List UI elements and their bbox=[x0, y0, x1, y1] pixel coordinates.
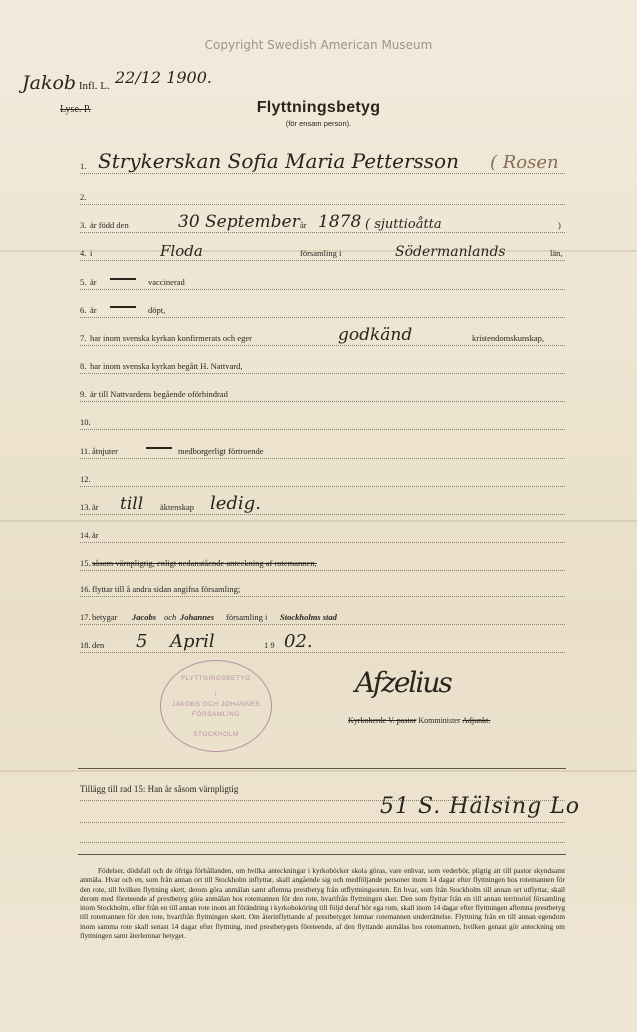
infl-date: 22/12 1900. bbox=[115, 68, 212, 87]
page-subtitle: (för ensam person). bbox=[285, 119, 352, 128]
row-number: 2. bbox=[80, 192, 87, 202]
row-label: år bbox=[300, 220, 307, 230]
form-row-11 bbox=[80, 440, 565, 459]
row-label: är bbox=[90, 305, 97, 315]
row-number: 14. bbox=[80, 530, 91, 540]
knowledge-handwritten: godkänd bbox=[338, 325, 413, 345]
blank-line bbox=[80, 822, 565, 823]
form-row-7 bbox=[80, 327, 565, 346]
form-row-3 bbox=[80, 214, 565, 233]
issue-day-handwritten: 5 bbox=[136, 631, 148, 652]
infl-entry bbox=[22, 72, 110, 94]
form-row-16 bbox=[80, 578, 565, 597]
parish-name-1: Jacobs bbox=[132, 612, 157, 622]
marital-handwritten: till bbox=[120, 494, 144, 514]
stamp-text: I bbox=[214, 691, 218, 698]
row-number: 15. bbox=[80, 558, 91, 568]
issue-year-handwritten: 02. bbox=[284, 631, 313, 652]
row-label: döpt, bbox=[148, 305, 166, 315]
stamp-text: JAKOBS OCH JOHANNES bbox=[171, 701, 261, 708]
birth-year-handwritten: 1878 bbox=[318, 212, 362, 232]
footer-instructions: Födelser, dödsfall och de öfriga förhållanden, om hvilka anteckningar i kyrkoböcker skola göras, vare enhvar, som vederbör, pligtig att till pastor skyndsamt anmäla. Hvar och en, som från annan ort till Stockholm inflyttar, skall angående sig och medföljande personer inom 14 dagar efter flyttningen hos rotemannen för den rote, till hvilken flyttning skett, derom göra anmälan samt aflemna prestbetyg från utflyttningsorten. En hvar, som från Stockholm till annan ort utflyttar, skall derom med företeende af prestbetyg göra anmälan hos rotemannen för den rote, hvarifrån flyttningen sker. Den som flyttar från en till annan territoriel församling inom Stockholm, eller från en till annan rote inom att förändring i kyrkoboköring till följd deraf bör ega rum, skall inom 14 dagar efter flyttningen aflemna prestbetyg till rotemannen för den rote, hvarifrån flyttningen skett. Om återinflyttande af prestbetyget lemnar rotemannen underrättelse. Flyttning från en till annan egendom inom samma rote skall senast 14 dagar efter flyttning, med prestbetygets företeende, af den flyttande anmälas hos rotemannen, hvilken genast gör anteckning om flyttningen samt återlemnar betyget. bbox=[80, 866, 565, 941]
row-label: är till Nattvardens begående oförhindrad bbox=[90, 389, 228, 399]
form-row-8 bbox=[80, 355, 565, 374]
signature: Afzelius bbox=[355, 666, 451, 699]
row-label: församling i bbox=[226, 612, 268, 622]
address-handwritten: 51 S. Hälsing Lo bbox=[380, 794, 581, 819]
form-row-1 bbox=[80, 149, 565, 174]
row-label: vaccinerad bbox=[148, 277, 185, 287]
row-number: 4. bbox=[80, 248, 87, 258]
dash-mark bbox=[146, 442, 172, 452]
parish-stamp bbox=[160, 660, 272, 752]
marital-status-handwritten: ledig. bbox=[210, 493, 261, 514]
form-row-17 bbox=[80, 606, 565, 625]
divider bbox=[78, 768, 566, 769]
infl-label: Infl. L. bbox=[78, 80, 110, 92]
stamp-text: FÖRSAMLING bbox=[192, 711, 240, 718]
row-number: 10. bbox=[80, 417, 91, 427]
row-number: 12. bbox=[80, 474, 91, 484]
struck-label: Lyse. P. bbox=[60, 104, 91, 115]
row-label-struck: såsom värnpligtig, enligt nedanstående anteckning af rotemannen, bbox=[92, 558, 317, 568]
form-row-4 bbox=[80, 242, 565, 261]
form-row-9 bbox=[80, 383, 565, 402]
row-label: kristendomskunskap, bbox=[472, 333, 545, 343]
birth-year-words-handwritten: ( sjuttioåtta bbox=[365, 217, 442, 232]
row-number: 16. bbox=[80, 584, 91, 594]
stamp-text: STOCKHOLM bbox=[193, 731, 239, 738]
parish-handwritten: Floda bbox=[160, 242, 203, 260]
form-row-18 bbox=[80, 631, 565, 653]
form-row-5 bbox=[80, 271, 565, 290]
row-label: är bbox=[92, 502, 99, 512]
row-label: betygar bbox=[92, 612, 118, 622]
row-number: 9. bbox=[80, 389, 87, 399]
row-number: 1. bbox=[80, 161, 87, 171]
row-number: 18. bbox=[80, 640, 91, 650]
addendum-text: Han är såsom värnpligtig bbox=[147, 784, 239, 794]
row-label: i bbox=[90, 248, 93, 258]
row-label: medborgerligt förtroende bbox=[178, 446, 264, 456]
row-label: är född den bbox=[90, 220, 129, 230]
row-label: åtnjuter bbox=[92, 446, 118, 456]
county-handwritten: Södermanlands bbox=[395, 244, 506, 260]
row-label: och bbox=[164, 612, 177, 622]
row-label: har inom svenska kyrkan konfirmerats och eger bbox=[90, 333, 252, 343]
form-row-10 bbox=[80, 411, 565, 430]
row-label: ) bbox=[558, 220, 561, 230]
name-handwritten: Strykerskan Sofia Maria Pettersson bbox=[98, 149, 459, 173]
signature-caption bbox=[348, 716, 490, 725]
form-row-14 bbox=[80, 524, 565, 543]
row-label: är bbox=[92, 530, 99, 540]
dash-mark bbox=[110, 273, 136, 283]
copyright-watermark: Copyright Swedish American Museum bbox=[204, 38, 433, 52]
dash-mark bbox=[110, 301, 136, 311]
row-number: 6. bbox=[80, 305, 87, 315]
blank-line bbox=[80, 842, 565, 843]
row-label: är bbox=[90, 277, 97, 287]
row-number: 13. bbox=[80, 502, 91, 512]
name-suffix-handwritten: ( Rosen bbox=[490, 152, 559, 173]
form-row-12 bbox=[80, 468, 565, 487]
caption-struck: Adjunkt. bbox=[462, 716, 491, 725]
infl-handwritten: Jakob bbox=[22, 72, 77, 94]
row-label: församling i bbox=[300, 248, 342, 258]
row-label: 1 9 bbox=[264, 640, 275, 650]
caption-struck: Kyrkoherde V. pastor bbox=[348, 716, 417, 725]
row-label: flyttar till å andra sidan angifna församling; bbox=[92, 584, 241, 594]
row-label: har inom svenska kyrkan begått H. Nattvard, bbox=[90, 361, 243, 371]
row-number: 3. bbox=[80, 220, 87, 230]
parish-name-2: Johannes bbox=[180, 612, 215, 622]
row-label: den bbox=[92, 640, 105, 650]
row-label: äktenskap bbox=[160, 502, 194, 512]
stamp-text: FLYTTNINGSBETYG bbox=[181, 675, 251, 682]
issue-month-handwritten: April bbox=[170, 631, 215, 652]
row-number: 11. bbox=[80, 446, 91, 456]
form-row-15 bbox=[80, 552, 565, 571]
addendum-label: Tillägg till rad 15: bbox=[80, 784, 146, 794]
form-row-13 bbox=[80, 493, 565, 515]
row-label: län, bbox=[550, 248, 563, 258]
birth-date-handwritten: 30 September bbox=[178, 212, 300, 232]
page-title: Flyttningsbetyg bbox=[256, 99, 381, 116]
row-number: 17. bbox=[80, 612, 91, 622]
row-number: 7. bbox=[80, 333, 87, 343]
form-row-2 bbox=[80, 186, 565, 205]
row-number: 5. bbox=[80, 277, 87, 287]
divider bbox=[78, 854, 566, 855]
form-row-6 bbox=[80, 299, 565, 318]
caption-title: Komminister bbox=[418, 716, 461, 725]
city-name: Stockholms stad bbox=[280, 612, 337, 622]
row-number: 8. bbox=[80, 361, 87, 371]
